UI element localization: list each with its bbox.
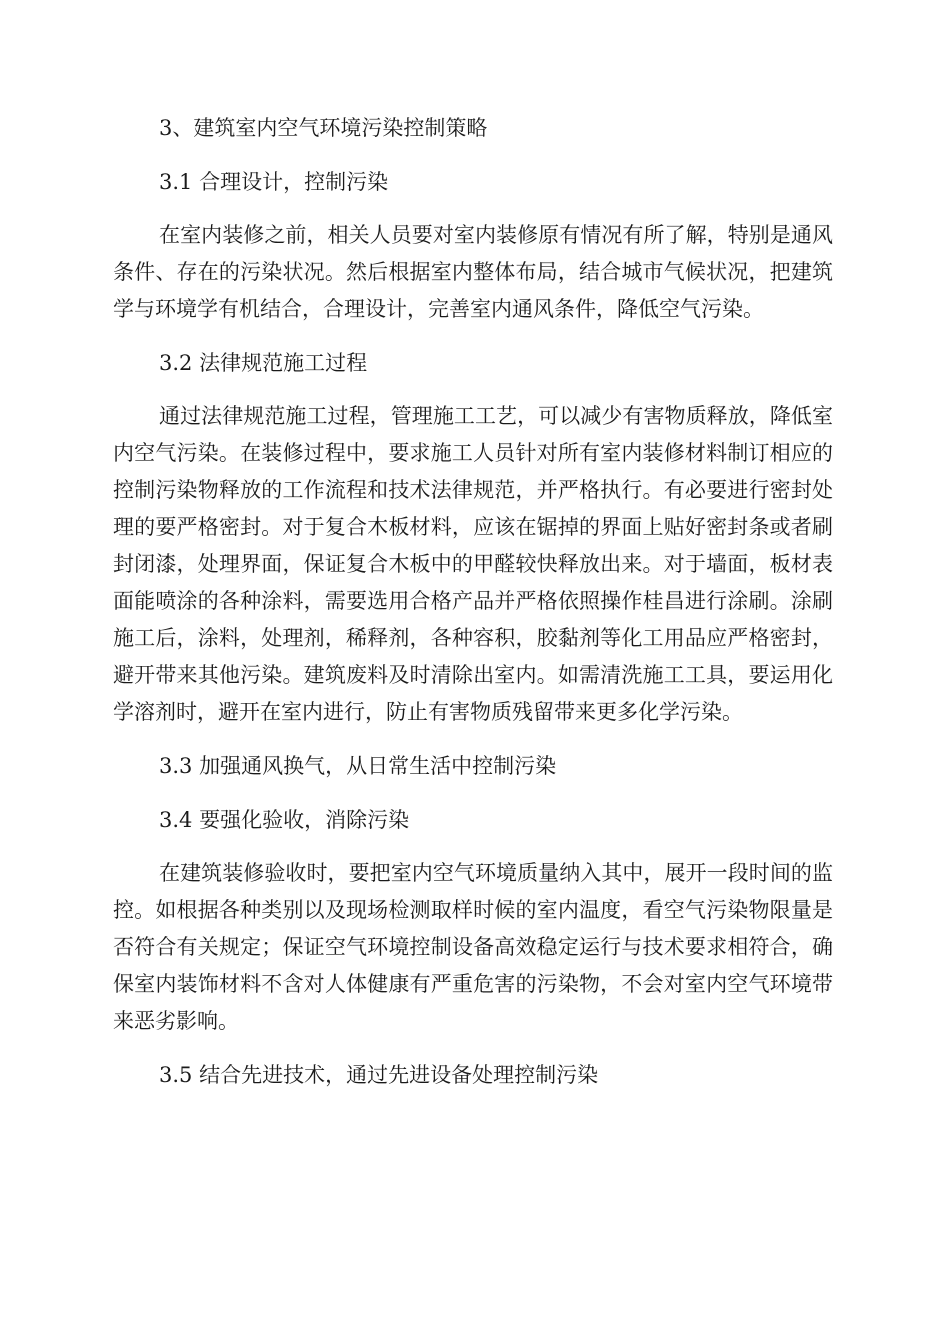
paragraph-3-2: 通过法律规范施工过程，管理施工工艺，可以减少有害物质释放，降低室内空气污染。在装修过程中，要求施工人员针对所有室内装修材料制订相应的控制污染物释放的工作流程和技术法律规范，并严格执行。有必要进行密封处理的要严格密封。对于复合木板材料，应该在锯掉的界面上贴好密封条或者刷封闭漆，处理界面，保证复合木板中的甲醛较快释放出来。对于墙面，板材表面能喷涂的各种涂料，需要选用合格产品并严格依照操作桂昌进行涂刷。涂刷施工后，涂料，处理剂，稀释剂，各种容积，胶黏剂等化工用品应严格密封，避开带来其他污染。建筑废料及时清除出室内。如需清洗施工工具，要运用化学溶剂时，避开在室内进行，防止有害物质残留带来更多化学污染。 bbox=[113, 404, 833, 724]
subsection-heading-3-5: 3.5 结合先进技术，通过先进设备处理控制污染 bbox=[159, 1063, 599, 1087]
subsection-heading-3-2: 3.2 法律规范施工过程 bbox=[159, 351, 368, 375]
subsection-heading-3-1: 3.1 合理设计，控制污染 bbox=[159, 170, 389, 194]
paragraph-3-1: 在室内装修之前，相关人员要对室内装修原有情况有所了解，特别是通风条件、存在的污染状况。然后根据室内整体布局，结合城市气候状况，把建筑学与环境学有机结合，合理设计，完善室内通风条件，降低空气污染。 bbox=[113, 223, 833, 321]
paragraph-3-4: 在建筑装修验收时，要把室内空气环境质量纳入其中，展开一段时间的监控。如根据各种类别以及现场检测取样时候的室内温度，看空气污染物限量是否符合有关规定；保证空气环境控制设备高效稳定运行与技术要求相符合，确保室内装饰材料不含对人体健康有严重危害的污染物，不会对室内空气环境带来恶劣影响。 bbox=[113, 861, 833, 1033]
document-body bbox=[113, 109, 833, 1110]
subsection-heading-3-3: 3.3 加强通风换气，从日常生活中控制污染 bbox=[159, 754, 557, 778]
section-title: 3、建筑室内空气环境污染控制策略 bbox=[159, 116, 488, 140]
subsection-heading-3-4: 3.4 要强化验收，消除污染 bbox=[159, 808, 410, 832]
